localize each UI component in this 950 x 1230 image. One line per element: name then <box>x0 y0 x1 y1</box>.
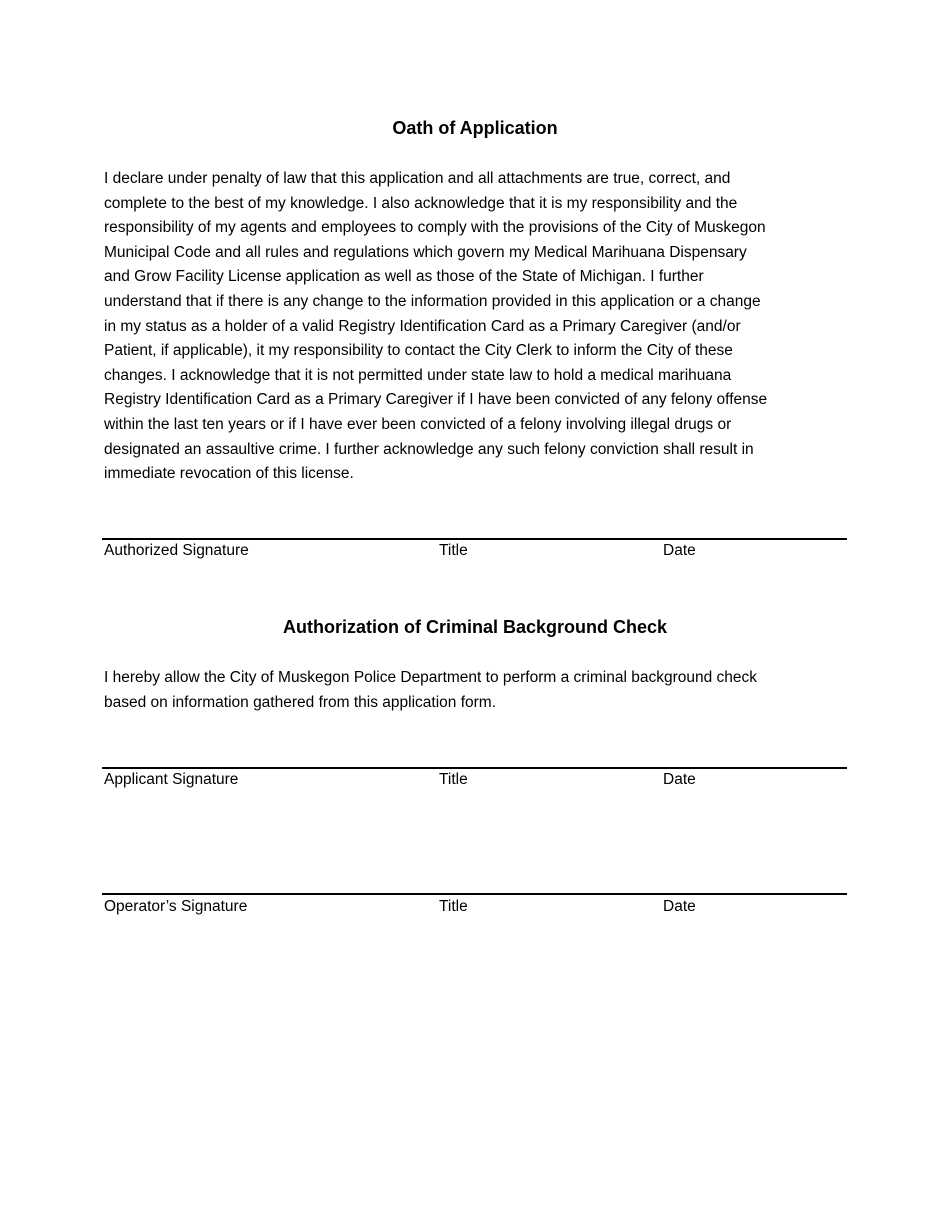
authorized-title-label: Title <box>439 542 468 559</box>
background-check-title: Authorization of Criminal Background Check <box>282 617 668 637</box>
operator-signature-line[interactable] <box>102 893 847 895</box>
authorized-signature-label: Authorized Signature <box>104 542 249 559</box>
operator-signature-label: Operator’s Signature <box>104 898 248 915</box>
applicant-title-label: Title <box>439 771 468 788</box>
operator-date-label: Date <box>663 898 696 915</box>
applicant-signature-line[interactable] <box>102 767 847 769</box>
authorized-signature-line[interactable] <box>102 538 847 540</box>
oath-title: Oath of Application <box>392 118 558 138</box>
oath-body: I declare under penalty of law that this application and all attachments are true, correct, and complete to the best of my knowledge. I also acknowledge that it is my responsibility and the responsibility of my agents and employees to comply with the provisions of the City of Muskegon Municipal Code and all rules and regulations which govern my Medical Marihuana Dispensary and Grow Facility License application as well as those of the State of Michigan. I further understand that if there is any change to the information provided in this application or a change in my status as a holder of a valid Registry Identification Card as a Primary Caregiver (and/or Patient, if applicable), it my responsibility to contact the City Clerk to inform the City of these changes. I acknowledge that it is not permitted under state law to hold a medical marihuana Registry Identification Card as a Primary Caregiver if I have been convicted of any felony offense within the last ten years or if I have ever been convicted of a felony involving illegal drugs or designated an assaultive crime. I further acknowledge any such felony conviction shall result in immediate revocation of this license. <box>104 170 768 483</box>
background-check-body: I hereby allow the City of Muskegon Police Department to perform a criminal background check based on information gathered from this application form. <box>104 669 758 711</box>
operator-title-label: Title <box>439 898 468 915</box>
applicant-signature-label: Applicant Signature <box>104 771 239 788</box>
applicant-date-label: Date <box>663 771 696 788</box>
authorized-date-label: Date <box>663 542 696 559</box>
